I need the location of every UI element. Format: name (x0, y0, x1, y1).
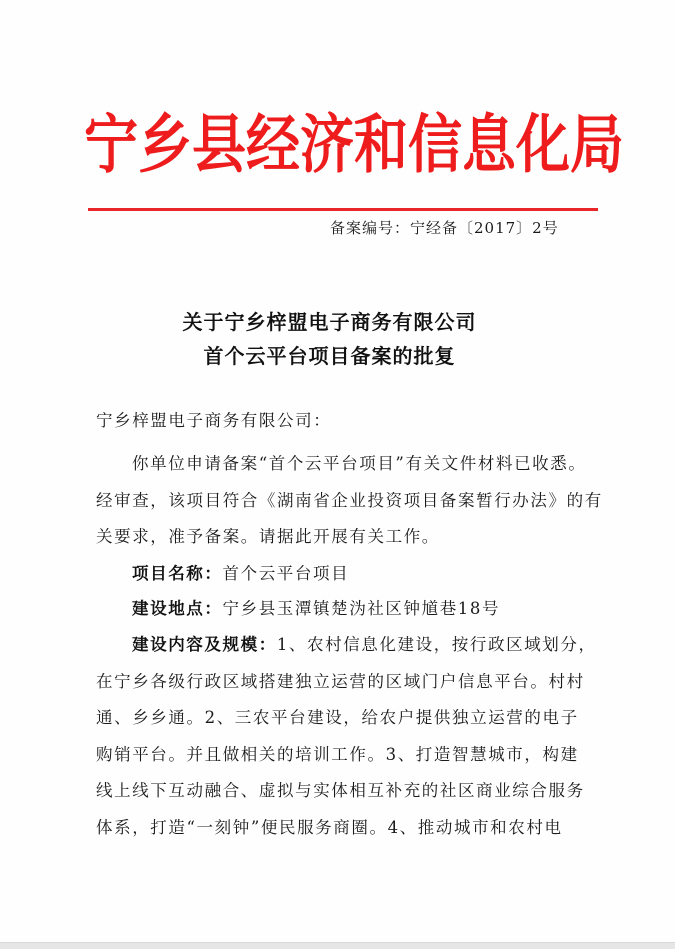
letterhead-char: 乡 (138, 106, 192, 182)
scope-line: 线上线下互动融合、虚拟与实体相互补充的社区商业综合服务 (96, 781, 585, 800)
letterhead-char: 经 (246, 106, 300, 182)
letterhead-char: 和 (354, 106, 408, 182)
location-value: 宁乡县玉潭镇楚沩社区钟馗巷18号 (222, 599, 501, 618)
project-name-row (132, 566, 647, 583)
addressee: 宁乡梓盟电子商务有限公司： (96, 411, 332, 430)
location-label: 建设地点： (132, 599, 223, 618)
letterhead-char: 济 (300, 106, 354, 182)
letterhead-char: 县 (192, 106, 246, 182)
scope-row (132, 637, 647, 654)
scope-line: 体系，打造“一刻钟”便民服务商圈。4、推动城市和农村电 (96, 818, 563, 837)
scope-line: 购销平台。并且做相关的培训工作。3、打造智慧城市，构建 (96, 745, 579, 764)
paragraph-line: 你单位申请备案“首个云平台项目”有关文件材料已收悉。 (132, 454, 587, 473)
letterhead-char: 宁 (84, 106, 138, 182)
letterhead-divider (88, 208, 598, 211)
letterhead-char: 信 (408, 106, 462, 182)
scope-value: 1、农村信息化建设，按行政区域划分， (276, 635, 597, 654)
letterhead-char: 息 (462, 106, 516, 182)
paragraph-line: 关要求，准予备案。请据此开展有关工作。 (96, 527, 440, 546)
scope-line: 在宁乡各级行政区域搭建独立运营的区域门户信息平台。村村 (96, 672, 585, 691)
project-name-value: 首个云平台项目 (222, 564, 350, 583)
document-title-line1: 关于宁乡梓盟电子商务有限公司 (182, 310, 477, 334)
filing-number: 备案编号：宁经备〔2017〕2号 (330, 219, 559, 237)
project-name-label: 项目名称： (132, 564, 223, 583)
letterhead-char: 化 (516, 106, 570, 182)
org-letterhead (84, 104, 624, 184)
document-title-line2: 首个云平台项目备案的批复 (203, 344, 456, 368)
scope-line: 通、乡乡通。2、三农平台建设，给农户提供独立运营的电子 (96, 708, 579, 727)
location-row (132, 601, 647, 618)
paragraph-line: 经审查，该项目符合《湖南省企业投资项目备案暂行办法》的有 (96, 491, 603, 510)
letterhead-char: 局 (570, 106, 624, 182)
scope-label: 建设内容及规模： (132, 635, 277, 654)
